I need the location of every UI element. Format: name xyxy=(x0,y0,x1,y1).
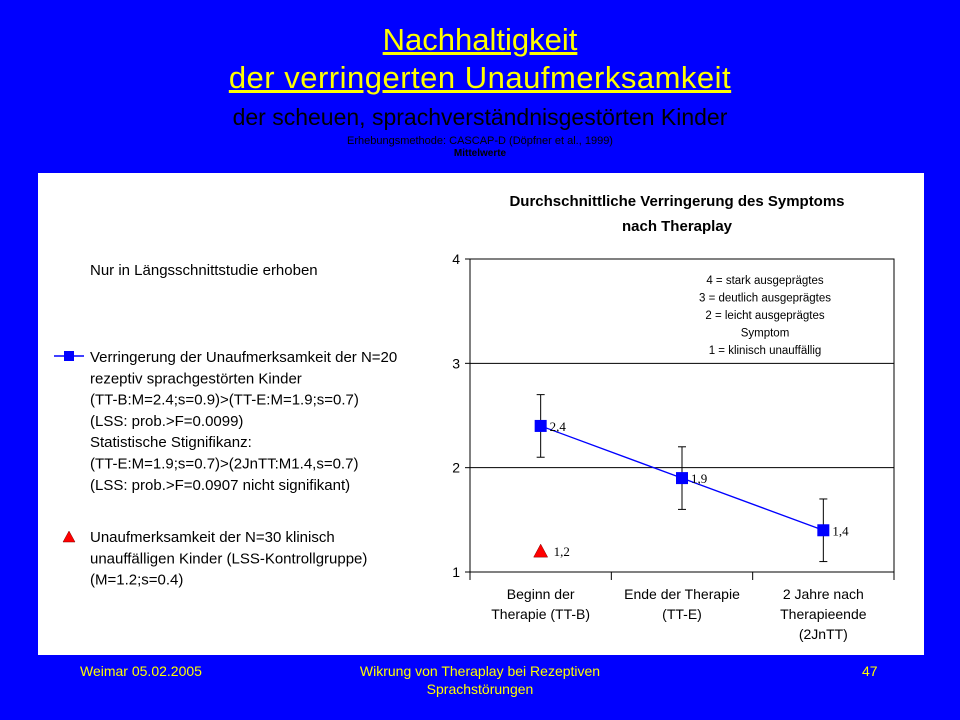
legend xyxy=(54,262,397,589)
y-tick-label: 1 xyxy=(452,564,460,580)
legend-text: (LSS: prob.>F=0.0099) xyxy=(90,412,244,430)
data-point xyxy=(817,524,829,536)
legend-triangle-marker xyxy=(63,531,75,542)
slide-title-line2: der verringerten Unaufmerksamkeit xyxy=(228,60,732,95)
data-label: 1,2 xyxy=(553,544,570,560)
legend-text: (LSS: prob.>F=0.0907 nicht signifikant) xyxy=(90,476,351,494)
x-tick-label: Ende der Therapie xyxy=(624,586,740,602)
footer-date: Weimar 05.02.2005 xyxy=(80,663,202,679)
scale-legend-line: Symptom xyxy=(740,327,790,340)
slide-number: 47 xyxy=(862,663,878,679)
x-tick-label: Beginn der xyxy=(506,586,575,602)
data-label: 1,4 xyxy=(832,523,849,539)
data-point xyxy=(535,420,547,432)
x-tick-label: 2 Jahre nach xyxy=(782,586,864,602)
legend-text: unauffälligen Kinder (LSS-Kontrollgruppe) xyxy=(90,550,368,568)
slide-title: Nachhaltigkeit xyxy=(382,22,578,57)
scale-legend-line: 4 = stark ausgeprägtes xyxy=(706,275,824,287)
chart xyxy=(38,173,924,655)
data-point xyxy=(676,472,688,484)
scale-legend xyxy=(699,275,831,357)
footer-title: Wikrung von Theraplay bei Rezeptiven Sprachstörungen xyxy=(359,663,601,697)
chart-panel xyxy=(38,173,924,655)
series-layer xyxy=(534,395,849,562)
y-axis xyxy=(452,251,470,580)
slide-subtitle: der scheuen, sprachverständnisgestörten Kinder xyxy=(232,104,728,130)
y-tick-label: 2 xyxy=(452,459,460,476)
x-tick-label: (TT-E) xyxy=(662,606,702,622)
y-tick-label: 3 xyxy=(452,355,460,372)
legend-text: (TT-B:M=2.4;s=0.9)>(TT-E:M=1.9;s=0.7) xyxy=(90,391,359,409)
legend-heading: Nur in Längsschnittstudie erhoben xyxy=(90,262,318,279)
gridlines xyxy=(470,259,894,468)
legend-text: Statistische Stignifikanz: xyxy=(90,434,252,452)
chart-title-line2: nach Theraplay xyxy=(621,218,733,235)
legend-text: Verringerung der Unaufmerksamkeit der N=20 xyxy=(90,349,398,366)
data-label: 1,9 xyxy=(691,471,708,487)
mittelwerte-note: Mittelwerte xyxy=(453,148,507,159)
x-tick-label: Therapieende xyxy=(780,606,867,622)
method-note: Erhebungsmethode: CASCAP-D (Döpfner et al., 1999) xyxy=(347,135,613,147)
legend-text: Unaufmerksamkeit der N=30 klinisch xyxy=(90,529,335,546)
legend-text: rezeptiv sprachgestörten Kinder xyxy=(90,370,302,388)
scale-legend-line: 3 = deutlich ausgeprägtes xyxy=(698,292,832,305)
chart-title: Durchschnittliche Verringerung des Symptoms xyxy=(509,193,845,210)
legend-square-marker xyxy=(64,351,74,361)
legend-text: (TT-E:M=1.9;s=0.7)>(2JnTT:M1.4,s=0.7) xyxy=(90,455,359,473)
control-point xyxy=(534,544,548,557)
plot-area xyxy=(470,259,894,572)
y-tick-label: 4 xyxy=(452,251,460,267)
legend-text: (M=1.2;s=0.4) xyxy=(90,571,184,589)
scale-legend-line: 2 = leicht ausgeprägtes xyxy=(705,310,825,322)
data-label: 2,4 xyxy=(549,418,566,434)
x-axis xyxy=(470,572,894,642)
x-tick-label: (2JnTT) xyxy=(798,626,848,642)
x-tick-label: Therapie (TT-B) xyxy=(491,606,591,622)
scale-legend-line: 1 = klinisch unauffällig xyxy=(708,345,822,357)
